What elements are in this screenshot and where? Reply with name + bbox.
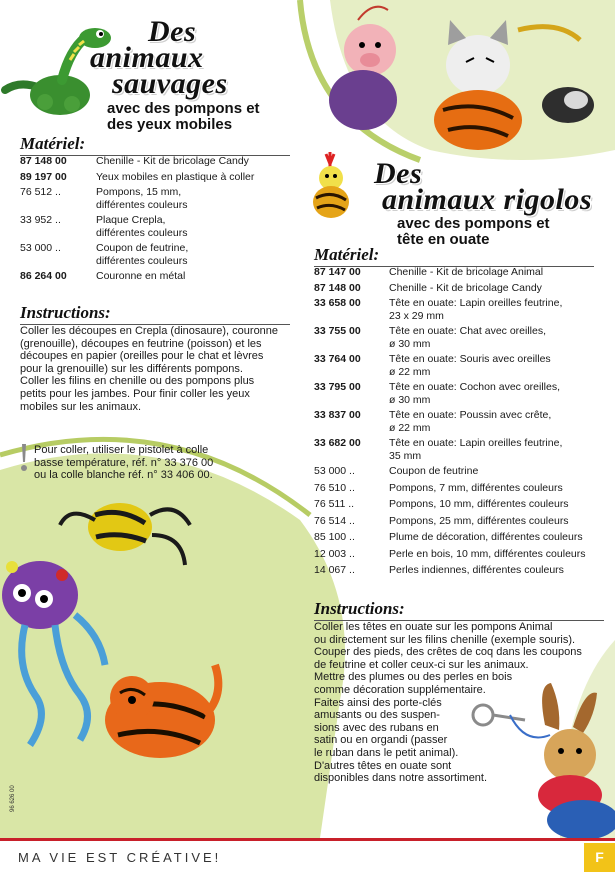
left-material-item [20, 186, 300, 211]
left-material-item [20, 270, 300, 283]
right-material-item [314, 531, 614, 544]
spiders-tiger-craft-image [0, 495, 230, 830]
right-subtitle-line1: avec des pompons et [397, 215, 550, 232]
right-material-item [314, 498, 614, 511]
material-ref: 76 512 .. [20, 186, 61, 198]
material-desc: Coupon de feutrine [389, 465, 479, 477]
material-ref: 87 148 00 [20, 155, 67, 167]
right-material-item [314, 381, 614, 406]
right-material-item [314, 515, 614, 528]
material-ref: 12 003 .. [314, 547, 355, 560]
left-title-line3: sauvages [112, 67, 228, 100]
material-desc: Couronne en métal [96, 270, 186, 282]
material-desc: Tête en ouate: Souris avec oreilles ø 22 mm [389, 353, 551, 378]
material-desc: Tête en ouate: Lapin oreilles feutrine, 35 mm [389, 437, 563, 462]
right-material-item [314, 482, 614, 495]
material-desc: Coupon de feutrine, différentes couleurs [96, 242, 189, 267]
material-ref: 53 000 .. [20, 242, 61, 254]
right-title-line1: Des [374, 157, 423, 190]
left-materials-heading: Matériel: [20, 134, 290, 156]
left-subtitle-line1: avec des pompons et [107, 100, 260, 117]
right-material-item [314, 437, 614, 462]
material-desc: Plaque Crepla, différentes couleurs [96, 214, 188, 239]
material-ref: 33 837 00 [314, 409, 361, 421]
right-instructions-heading: Instructions: [314, 599, 604, 621]
material-ref: 33 658 00 [314, 297, 361, 309]
material-ref: 89 197 00 [20, 170, 67, 183]
material-desc: Pompons, 15 mm, différentes couleurs [96, 186, 188, 211]
left-title-line1: Des [148, 15, 197, 48]
footer-slogan: MA VIE EST CRÉATIVE! [18, 850, 222, 865]
material-desc: Tête en ouate: Chat avec oreilles, ø 30 mm [389, 325, 547, 350]
right-material-item [314, 353, 614, 378]
left-material-item [20, 171, 300, 184]
material-ref: 87 147 00 [314, 266, 361, 278]
material-ref: 33 755 00 [314, 325, 361, 337]
right-material-item [314, 266, 614, 279]
material-desc: Perle en bois, 10 mm, différentes couleurs [389, 547, 586, 560]
material-desc: Chenille - Kit de bricolage Animal [389, 266, 544, 278]
material-desc: Tête en ouate: Lapin oreilles feutrine, 23 x 29 mm [389, 297, 563, 322]
left-subtitle-line2: des yeux mobiles [107, 116, 233, 133]
material-ref: 33 682 00 [314, 437, 361, 449]
material-ref: 33 952 .. [20, 214, 61, 226]
right-materials-list [314, 266, 614, 581]
page-letter-tab: F [584, 843, 615, 872]
right-material-item [314, 409, 614, 434]
material-ref: 14 067 .. [314, 564, 355, 576]
left-material-item [20, 155, 300, 168]
left-material-item [20, 242, 300, 267]
material-desc: Pompons, 7 mm, différentes couleurs [389, 481, 563, 494]
material-desc: Perles indiennes, différentes couleurs [389, 564, 564, 576]
material-desc: Plume de décoration, différentes couleurs [389, 531, 583, 543]
right-title-line2: animaux rigolos [382, 183, 593, 216]
material-ref: 53 000 .. [314, 465, 355, 477]
left-materials-list [20, 155, 300, 286]
right-materials-heading: Matériel: [314, 245, 594, 267]
right-material-item [314, 564, 614, 577]
material-desc: Pompons, 25 mm, différentes couleurs [389, 514, 569, 527]
material-desc: Yeux mobiles en plastique à coller [96, 170, 255, 183]
exclamation-icon [19, 444, 29, 472]
right-instructions-text: Coller les têtes en ouate sur les pompons Animal ou directement sur les filins chenille (exemple souris). Couper des pieds, des crêtes de coq dans les coupons de feutrine et coller ceux-ci sur les animaux. Mettre des plumes ou des perles en bois comme décoration supplémentaire. Faites ainsi des porte-clés amusants ou des suspen- sions avec des rubans en satin ou en organdi (passer le ruban dans le petit animal). D'autres têtes en ouate sont disponibles dans notre assortiment. [314, 621, 582, 785]
material-desc: Pompons, 10 mm, différentes couleurs [389, 498, 569, 510]
right-material-item [314, 297, 614, 322]
chick-craft-image [308, 150, 354, 225]
pig-cat-mouse-craft-image [318, 0, 615, 150]
right-material-item [314, 465, 614, 478]
material-ref: 86 264 00 [20, 270, 67, 282]
left-instructions-text: Coller les découpes en Crepla (dinosaure), couronne (grenouille), découpes en feutrine (poisson) et les découpes en papier (oreilles pour le chat et lèvres pour la grenouille) sur les différents pompons. Coller les filins en chenille ou des pompons plus petits pour les jambes. Pour finir coller les yeux mobiles sur les animaux. [20, 325, 279, 413]
material-ref: 33 764 00 [314, 353, 361, 365]
article-code: 96 626 00 [10, 785, 16, 812]
material-ref: 76 510 .. [314, 481, 355, 494]
material-desc: Chenille - Kit de bricolage Candy [389, 281, 542, 294]
right-material-item [314, 325, 614, 350]
material-ref: 76 511 .. [314, 498, 355, 510]
right-material-item [314, 282, 614, 295]
right-subtitle-line2: tête en ouate [397, 231, 490, 248]
material-ref: 76 514 .. [314, 514, 355, 527]
material-ref: 87 148 00 [314, 281, 361, 294]
left-title-line2: animaux [90, 41, 204, 74]
material-desc: Chenille - Kit de bricolage Candy [96, 155, 249, 167]
material-desc: Tête en ouate: Poussin avec crête, ø 22 mm [389, 409, 552, 434]
glue-tip-text: Pour coller, utiliser le pistolet à colle basse température, réf. n° 33 376 00 ou la colle blanche réf. n° 33 406 00. [34, 444, 214, 482]
left-material-item [20, 214, 300, 239]
material-ref: 33 795 00 [314, 381, 361, 393]
material-desc: Tête en ouate: Cochon avec oreilles, ø 30 mm [389, 381, 561, 406]
left-instructions-heading: Instructions: [20, 303, 290, 325]
material-ref: 85 100 .. [314, 531, 355, 543]
right-material-item [314, 548, 614, 561]
